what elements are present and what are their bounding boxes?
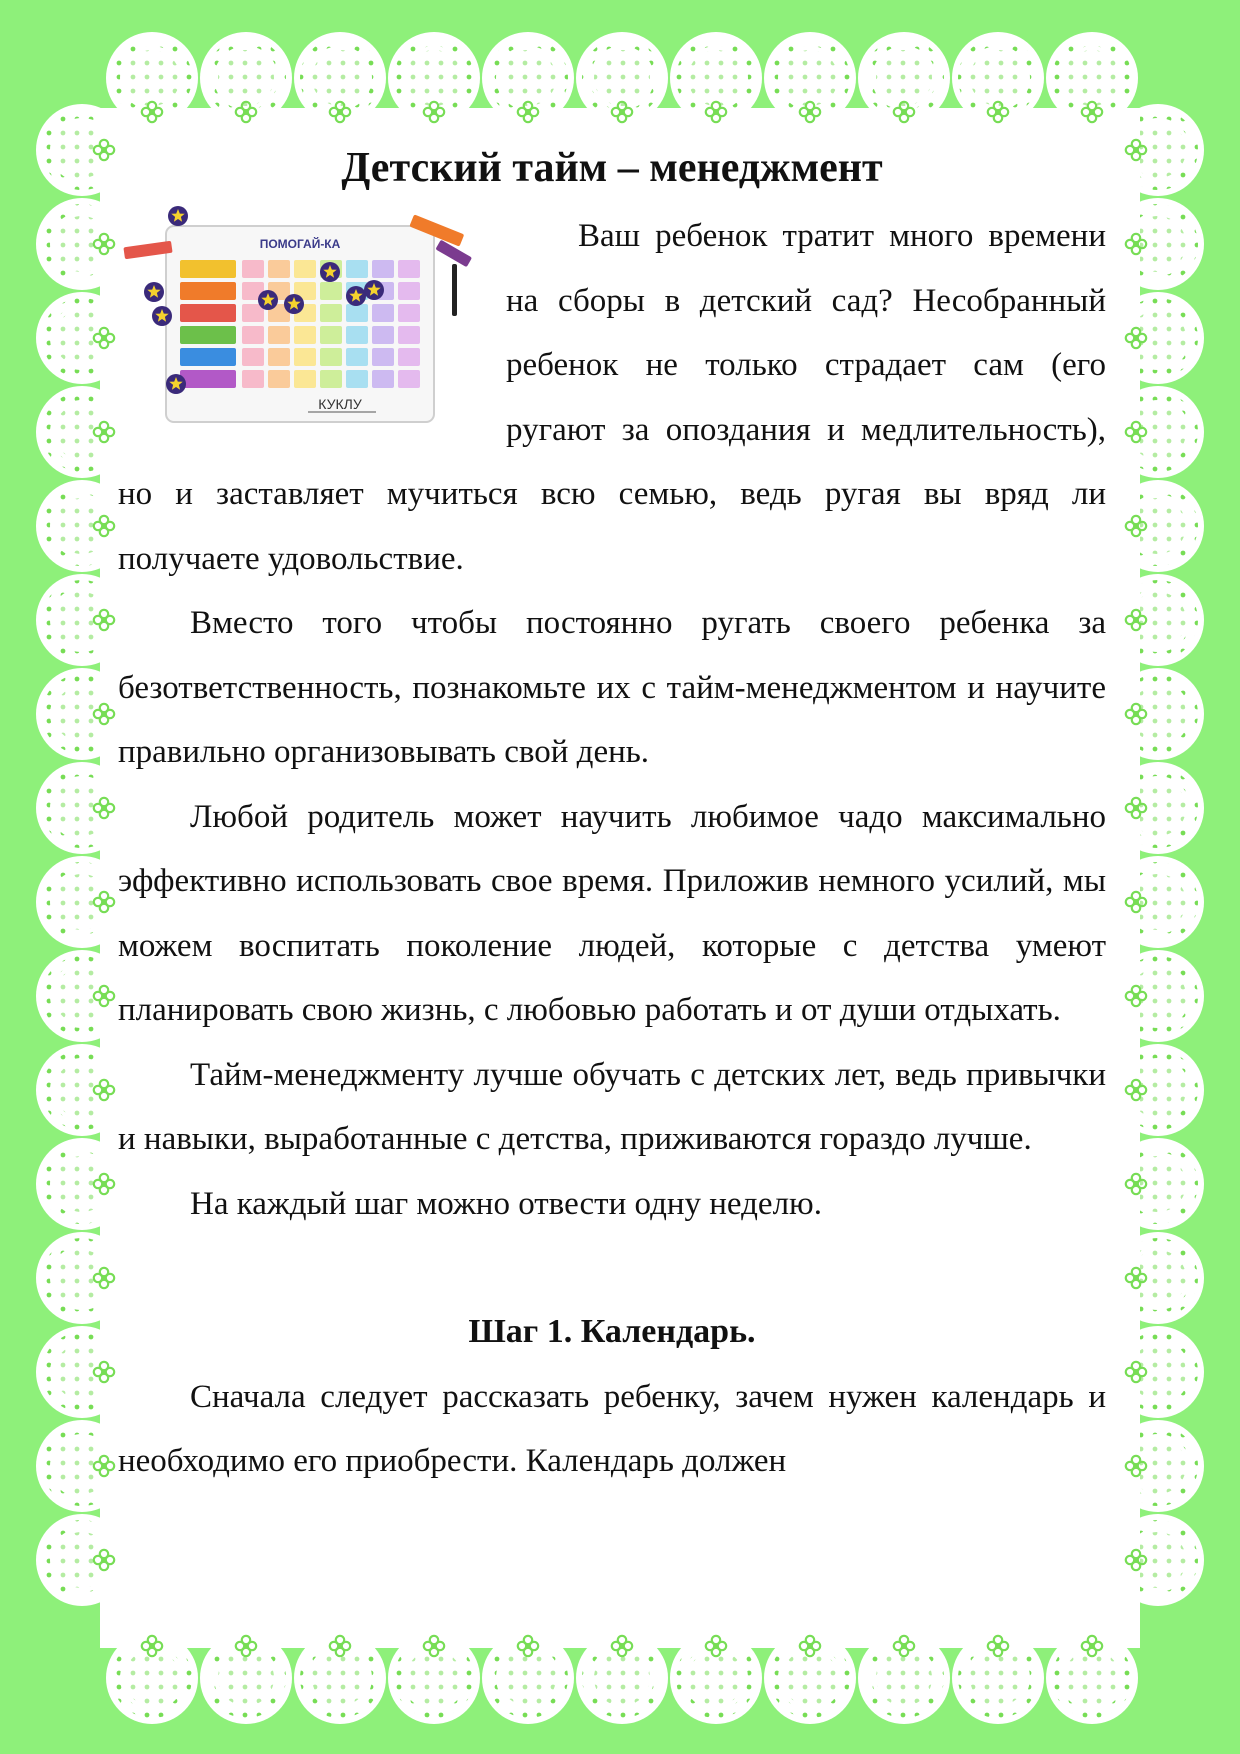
chart-cell [346, 348, 368, 366]
task-label [180, 260, 236, 278]
chart-cell [398, 326, 420, 344]
chart-cell [320, 370, 342, 388]
chart-cell [398, 348, 420, 366]
star-icon [152, 306, 172, 326]
step-heading: Шаг 1. Календарь. [468, 1313, 756, 1350]
chart-cell [242, 326, 264, 344]
chart-cell [372, 326, 394, 344]
star-icon [320, 262, 340, 282]
chart-cell [372, 260, 394, 278]
star-icon [144, 282, 164, 302]
chart-cell [268, 326, 290, 344]
chart-cell [268, 260, 290, 278]
chart-cell [268, 348, 290, 366]
chart-cell [294, 348, 316, 366]
chart-cell [294, 326, 316, 344]
board-header: ПОМОГАЙ-КА [259, 237, 341, 251]
star-icon [364, 280, 384, 300]
board [166, 226, 434, 422]
chart-cell [346, 326, 368, 344]
paragraph-4: Тайм-менеджменту лучше обучать с детских лет, ведь привычки и навыки, выработанные с детства, приживаются гораздо лучше. [118, 1056, 1106, 1157]
task-label [180, 370, 236, 388]
chore-chart-illustration [118, 204, 478, 444]
chart-cell [398, 304, 420, 322]
page-title: Детский тайм – менеджмент [341, 145, 883, 191]
task-label [180, 326, 236, 344]
chart-cell [268, 370, 290, 388]
chart-cell [320, 304, 342, 322]
chart-cell [242, 370, 264, 388]
article-text [118, 204, 1106, 1494]
paragraph-5: На каждый шаг можно отвести одну неделю. [190, 1185, 822, 1222]
paragraph-2: Вместо того чтобы постоянно ругать своего ребенка за безответственность, познакомьте их с тайм-менеджментом и научите правильно организовывать свой день. [118, 605, 1106, 770]
chart-cell [346, 370, 368, 388]
chart-cell [242, 260, 264, 278]
star-icon [284, 294, 304, 314]
chart-cell [398, 370, 420, 388]
chart-cell [372, 304, 394, 322]
star-icon [168, 206, 188, 226]
chart-cell [372, 348, 394, 366]
star-icon [346, 286, 366, 306]
chart-cell [372, 370, 394, 388]
star-icon [258, 290, 278, 310]
task-label [180, 282, 236, 300]
board-caption: КУКЛУ [318, 396, 362, 412]
chart-cell [346, 260, 368, 278]
chart-cell [294, 370, 316, 388]
chart-cell [320, 282, 342, 300]
task-label [180, 348, 236, 366]
step-paragraph-1: Сначала следует рассказать ребенку, зачем нужен календарь и необходимо его приобрести. Календарь должен [118, 1378, 1106, 1479]
chart-cell [320, 326, 342, 344]
chart-cell [320, 348, 342, 366]
paragraph-3: Любой родитель может научить любимое чадо максимально эффективно использовать свое время. Приложив немного усилий, мы можем воспитать поколение людей, которые с детства умеют планировать свою жизнь, с любовью работать и от души отдыхать. [118, 798, 1106, 1028]
chart-cell [242, 348, 264, 366]
marker [452, 264, 457, 316]
document-body [118, 140, 1106, 1640]
chart-cell [346, 304, 368, 322]
paragraph-1: Ваш ребенок тратит много времени на сборы в детский сад? Несобранный ребенок не только страдает сам (его ругают за опоздания и медлительность), но и заставляет мучиться всю семью, ведь ругая вы вряд ли получаете удовольствие. [118, 218, 1106, 577]
task-label [180, 304, 236, 322]
chart-cell [294, 260, 316, 278]
chart-cell [398, 260, 420, 278]
star-icon [166, 374, 186, 394]
chart-cell [398, 282, 420, 300]
